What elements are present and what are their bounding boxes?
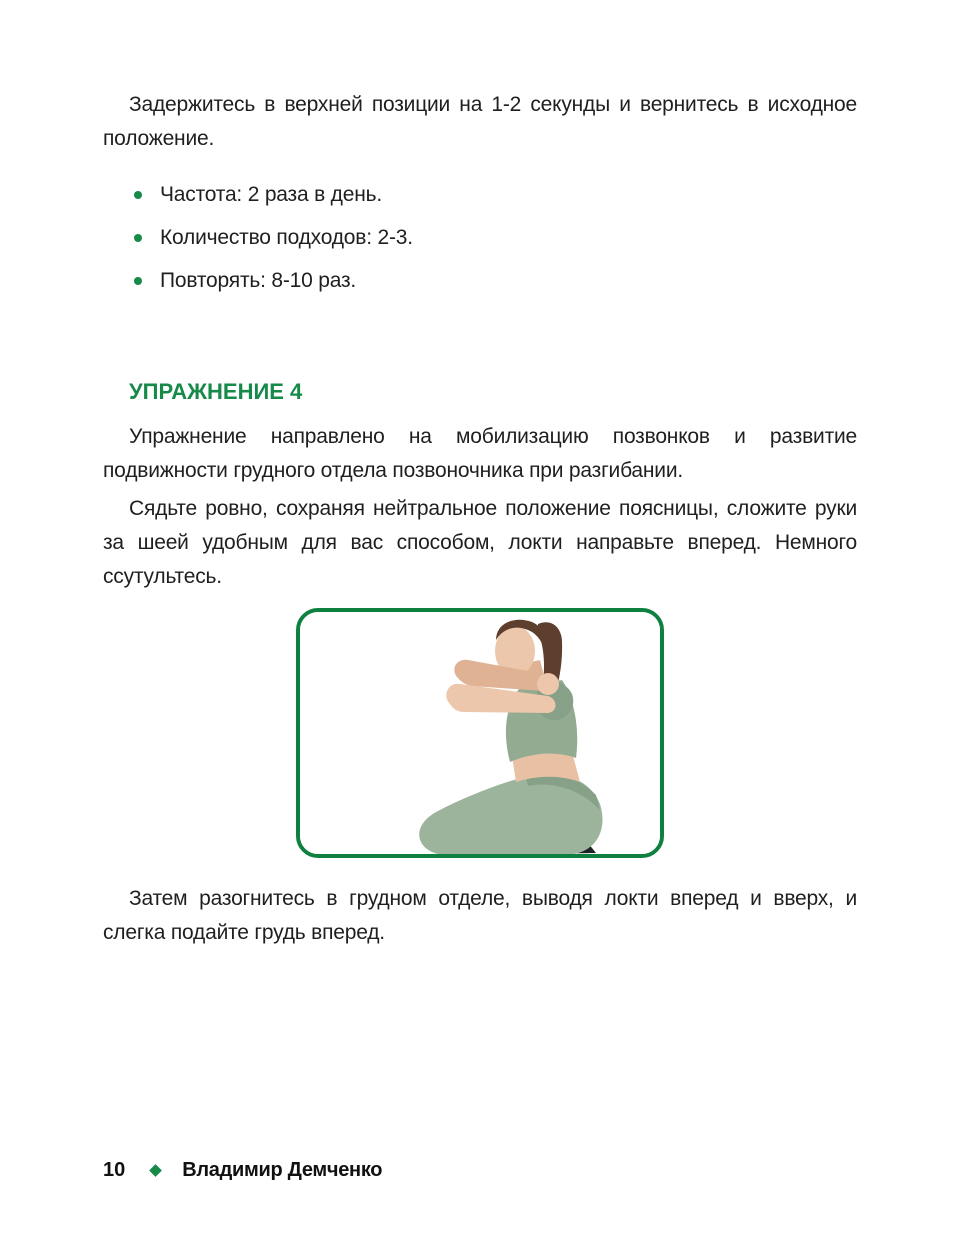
bullet-dot-icon <box>134 191 142 199</box>
diamond-icon <box>149 1164 162 1177</box>
list-item-label: Повторять: 8-10 раз. <box>160 269 357 292</box>
list-item-label: Количество подходов: 2-3. <box>160 226 413 249</box>
bullet-dot-icon <box>134 277 142 285</box>
page-footer <box>103 1159 382 1182</box>
page-number: 10 <box>103 1159 126 1181</box>
hand-shape <box>537 673 559 695</box>
list-item-label: Частота: 2 раза в день. <box>160 183 382 206</box>
exercise-parameters-list <box>103 178 857 298</box>
intro-paragraph: Задержитесь в верхней позиции на 1-2 секунды и вернитесь в исходное положение. <box>103 93 857 150</box>
list-item <box>160 264 857 298</box>
woman-seated-hands-behind-neck-photo <box>300 612 660 854</box>
setup-paragraph: Сядьте ровно, сохраняя нейтральное положение поясницы, сложите руки за шеей удобным для вас способом, локти направьте вперед. Немного ссутультесь. <box>103 497 857 588</box>
list-item <box>160 221 857 255</box>
list-item <box>160 178 857 212</box>
section-heading: УПРАЖНЕНИЕ 4 <box>129 379 303 404</box>
goal-paragraph: Упражнение направлено на мобилизацию позвонков и развитие подвижности грудного отдела позвоночника при разгибании. <box>103 425 857 482</box>
exercise-figure-frame <box>296 608 664 858</box>
action-paragraph: Затем разогнитесь в грудном отделе, выводя локти вперед и вверх, и слегка подайте грудь вперед. <box>103 887 857 944</box>
bullet-dot-icon <box>134 234 142 242</box>
author-name: Владимир Демченко <box>182 1159 383 1181</box>
